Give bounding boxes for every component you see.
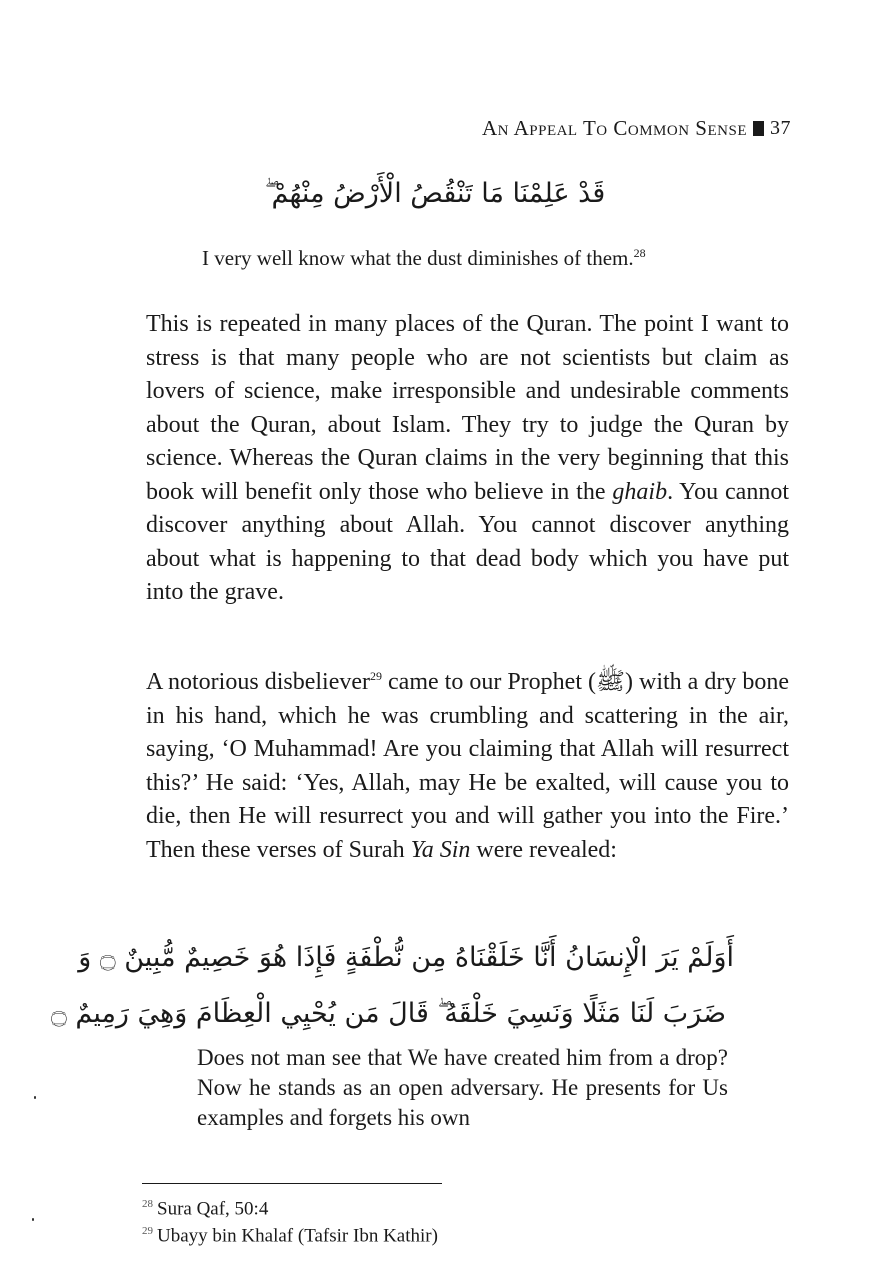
footnote-ref-28: 28 bbox=[633, 246, 646, 260]
paragraph-2-text-a: A notorious disbeliever bbox=[146, 669, 370, 695]
footnote-ref-29: 29 bbox=[370, 669, 382, 683]
scan-speck bbox=[32, 1218, 34, 1221]
footnote-mark: 28 bbox=[142, 1198, 153, 1210]
footnote-divider bbox=[142, 1183, 442, 1184]
running-head bbox=[482, 116, 791, 141]
quote-translation-text: I very well know what the dust diminishes of them. bbox=[202, 246, 634, 270]
running-head-title: An Appeal To Common Sense bbox=[482, 116, 747, 140]
page-number: 37 bbox=[770, 117, 791, 139]
arabic-quote-qaf: قَدْ عَلِمْنَا مَا تَنْقُصُ الْأَرْضُ مِنْهُمْ ۖ bbox=[264, 178, 606, 209]
paragraph-2-text-b: came to our Prophet (ﷺ) with a dry bone in his hand, which he was crumbling and scattering in the air, saying, ‘O Muhammad! Are you claiming that Allah will resurrect this?’ He said: ‘Yes, Allah, may He be exalted, will cause you to die, then He will resurrect you and will gather you into the Fire.’ Then these verses of Surah bbox=[146, 669, 790, 863]
paragraph-2-text-c: were revealed: bbox=[470, 836, 617, 863]
paragraph-2 bbox=[146, 666, 789, 867]
paragraph-1-italic-term: ghaib bbox=[612, 478, 668, 505]
scan-speck bbox=[34, 1096, 36, 1099]
footnote-text: Ubayy bin Khalaf (Tafsir Ibn Kathir) bbox=[157, 1225, 438, 1247]
paragraph-1-text-a: This is repeated in many places of the Quran. The point I want to stress is that many people who are not scientists but claim as lovers of science, make irresponsible and undesirable comments about the Quran, about Islam. They try to judge the Quran by science. Whereas the Quran claims in the very beginning that this book will benefit only those who believe in the bbox=[146, 311, 789, 505]
paragraph-2-surah-name: Ya Sin bbox=[410, 836, 471, 863]
footnote-mark: 29 bbox=[142, 1225, 153, 1237]
verse-translation-yasin: Does not man see that We have created him from a drop? Now he stands as an open adversary. He presents for Us examples and forgets his own bbox=[197, 1045, 728, 1130]
paragraph-1-text-b: . You cannot discover anything about Allah. You cannot discover anything about what is happening to that dead body which you have put into the grave. bbox=[146, 478, 789, 605]
footnote-28 bbox=[142, 1198, 268, 1220]
quote-translation-qaf bbox=[202, 246, 742, 271]
running-head-separator bbox=[753, 121, 764, 136]
arabic-verse-line-2: ضَرَبَ لَنَا مَثَلًا وَنَسِيَ خَلْقَهُ ۖ قَالَ مَن يُحْيِي الْعِظَامَ وَهِيَ رَمِيمٌ ۝ bbox=[50, 998, 726, 1029]
arabic-verse-line-1: أَوَلَمْ يَرَ الْإِنسَانُ أَنَّا خَلَقْنَاهُ مِن نُّطْفَةٍ فَإِذَا هُوَ خَصِيمٌ مُّبِينٌ ۝ وَ bbox=[78, 942, 734, 973]
footnote-29 bbox=[142, 1225, 438, 1247]
footnote-text: Sura Qaf, 50:4 bbox=[157, 1198, 269, 1220]
paragraph-1 bbox=[146, 308, 789, 610]
